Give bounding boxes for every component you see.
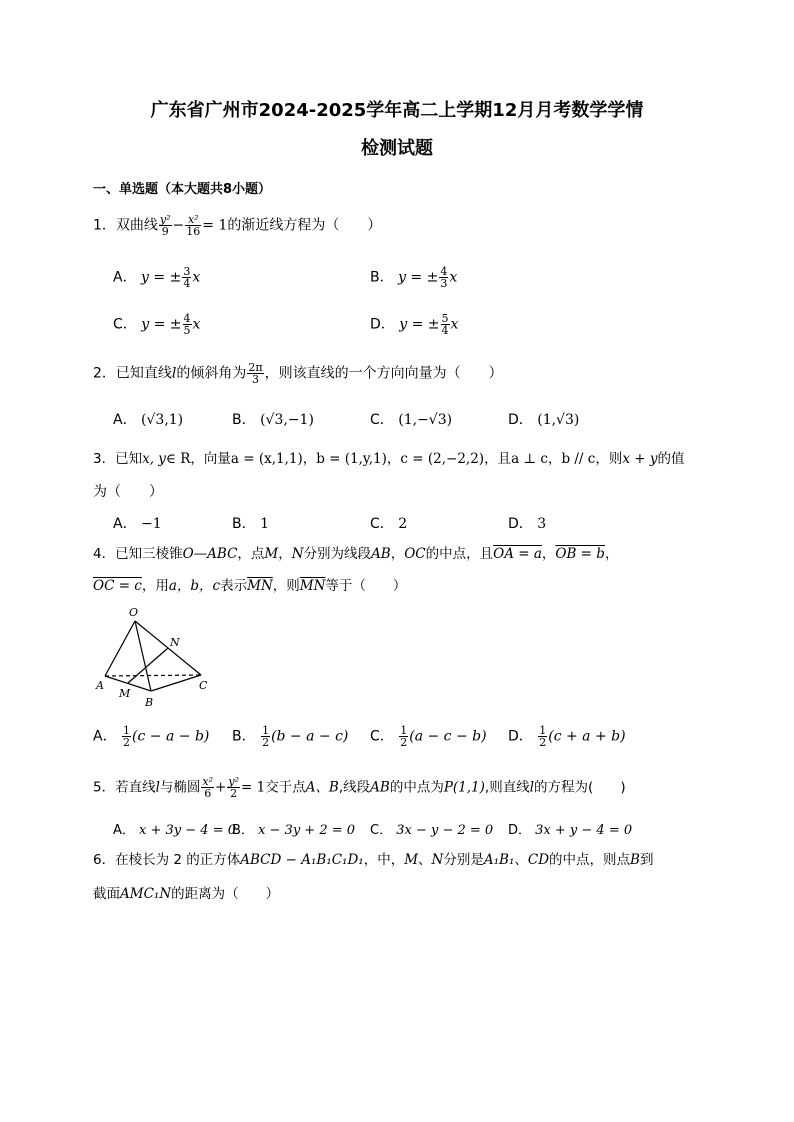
label-A: A [96,679,104,692]
edge-AC-hidden [105,675,201,676]
q2-option-d[interactable]: D． (1,√3) [508,412,580,428]
q1-frac-x: $\frac{\text{x²}}{16}$ [186,213,201,238]
q1-option-c[interactable]: C． y = ± $\frac{4}{5}$ x [113,312,201,337]
section-heading: 一、单选题（本大题共8小题） [93,182,272,197]
q3-option-d[interactable]: D． 3 [508,516,547,532]
q4-option-c[interactable]: C． $\frac{1}{2}$ (a − c − b) [370,724,487,749]
question-1 [93,214,381,237]
question-2: 2．已知直线l的倾斜角为 $\frac{2\pi}{3}$ ，则该直线的一个方向向量为（ ） [93,361,503,386]
question-5: 5．若直线l与椭圆 $\frac{\text{x²}}{6}$ + $\frac{\text{y²}}{2}$ = 1交于点A、B,线段AB的中点为P(1,1),则直线l的方程为( ) [93,775,626,800]
q2-option-c[interactable]: C． (1,−√3) [370,412,453,428]
q1-option-d[interactable]: D． y = ± $\frac{5}{4}$ x [370,312,459,337]
q4-option-d[interactable]: D． $\frac{1}{2}$ (c + a + b) [508,724,626,749]
q2-option-b[interactable]: B． (√3,−1) [232,412,314,428]
label-C: C [199,679,208,692]
edge-BC [151,675,201,691]
doc-title-line1: 广东省广州市2024-2025学年高二上学期12月月考数学学情 [150,100,644,121]
q3-option-a[interactable]: A． −1 [113,516,162,532]
pyramid-figure [93,603,223,708]
q1-post: 的渐近线方程为（ ） [227,217,382,234]
q1-number: 1． [93,217,116,234]
question-4-line2: OC = c，用a，b，c表示$\overline{MN}$，则$\overline{MN}$等于（ ） [93,578,407,594]
question-3: 3．已知x, y∈ R，向量a = (x,1,1)，b = (1,y,1)，c = (2,−2,2)，且a ⊥ c，b // c，则x + y的值 [93,451,685,467]
q1-eq: = 1 [202,217,228,234]
q2-frac: $\frac{2\pi}{3}$ [248,361,263,386]
edge-OA [105,621,135,676]
label-B: B [145,696,154,708]
q5-option-d[interactable]: D． 3x + y − 4 = 0 [508,823,633,838]
q1-option-b[interactable]: B． y = ± $\frac{4}{3}$ x [370,265,458,290]
q5-option-a[interactable]: A． x + 3y − 4 = 0 [113,823,237,838]
q1-option-a[interactable]: A． y = ± $\frac{3}{4}$ x [113,265,201,290]
question-3-line2: 为（ ） [93,484,163,500]
q1-minus: − [172,217,185,234]
label-N: N [170,636,180,649]
q1-frac-y: $\frac{\text{y²}}{9}$ [159,213,171,238]
q3-option-c[interactable]: C． 2 [370,516,408,532]
q4-option-a[interactable]: A． $\frac{1}{2}$ (c − a − b) [93,724,210,749]
question-4: 4．已知三棱锥O—ABC，点M，N分别为线段AB，OC的中点，且OA = a，OB = b， [93,546,619,562]
q5-option-c[interactable]: C． 3x − y − 2 = 0 [370,823,494,838]
question-6: 6．在棱长为 2 的正方体ABCD − A₁B₁C₁D₁，中，M、N分别是A₁B₁、CD的中点，则点B到 [93,852,654,868]
label-O: O [129,606,139,619]
q2-option-a[interactable]: A． (√3,1) [113,412,184,428]
q1-text: 双曲线 [115,217,158,234]
q4-option-b[interactable]: B． $\frac{1}{2}$ (b − a − c) [232,724,349,749]
question-6-line2: 截面AMC₁N的距离为（ ） [93,886,280,902]
label-M: M [119,687,131,700]
q2-number: 2． [93,365,116,382]
q3-option-b[interactable]: B． 1 [232,516,269,532]
q5-option-b[interactable]: B． x − 3y + 2 = 0 [232,823,356,838]
doc-title-line2: 检测试题 [361,138,433,159]
